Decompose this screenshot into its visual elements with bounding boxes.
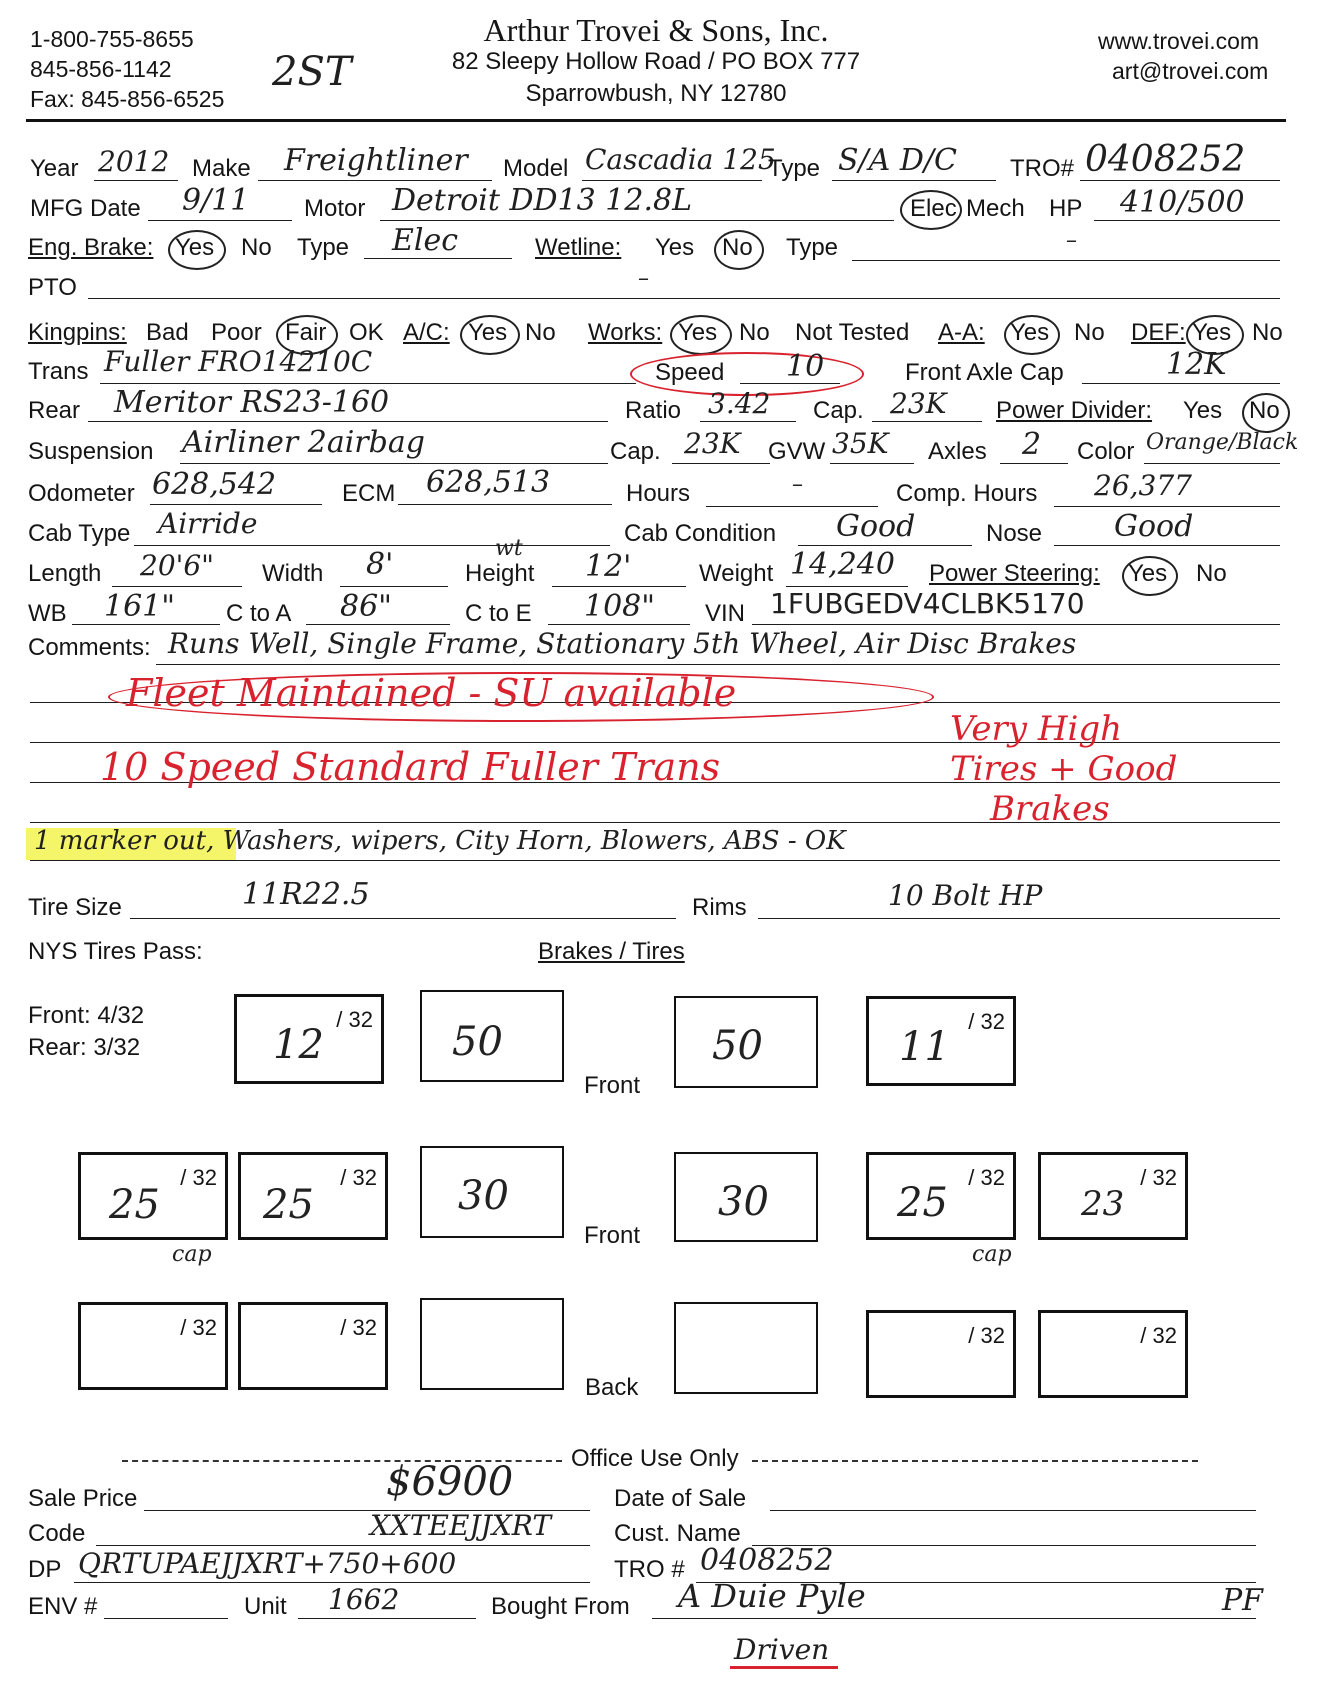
code-value[interactable]: XXTEEJJXRT [370, 1509, 552, 1542]
suspension-line [180, 463, 608, 464]
per32-label: / 32 [968, 1323, 1005, 1348]
aa-label: A-A: [938, 319, 985, 346]
tro-label: TRO# [1010, 155, 1075, 182]
header-divider [26, 119, 1286, 122]
hp-line [1094, 220, 1280, 221]
header-note: 2ST [272, 49, 352, 95]
unit-line [298, 1618, 476, 1619]
pto-line [88, 298, 1280, 299]
tire-tread-value: 25 [897, 1180, 948, 1226]
cab-condition-value[interactable]: Good [836, 509, 916, 544]
vin-line [752, 624, 1280, 625]
tire-box-row2-1[interactable] [78, 1152, 228, 1240]
comment-side-3[interactable]: Brakes [990, 789, 1110, 829]
power-divider-no[interactable]: No [1249, 397, 1280, 424]
nose-value[interactable]: Good [1114, 509, 1194, 544]
weight-label: Weight [699, 560, 774, 587]
kingpins-bad[interactable]: Bad [146, 319, 189, 346]
cap-note-left: cap [172, 1242, 212, 1267]
ac-yes[interactable]: Yes [468, 319, 508, 346]
type-value[interactable]: S/A D/C [838, 143, 957, 178]
aa-yes[interactable]: Yes [1010, 319, 1050, 346]
per32-label: / 32 [340, 1315, 377, 1340]
comment-side-1[interactable]: Very High [950, 709, 1123, 749]
year-value[interactable]: 2012 [98, 145, 170, 178]
per32-label: / 32 [180, 1315, 217, 1340]
kingpins-label: Kingpins: [28, 319, 127, 346]
brake-value: 30 [458, 1173, 509, 1219]
axles-value[interactable]: 2 [1022, 427, 1042, 462]
front-axle-cap-value[interactable]: 12K [1166, 347, 1227, 382]
height-label: Height [465, 560, 535, 587]
cust-name-label: Cust. Name [614, 1520, 741, 1547]
rear-line [88, 421, 608, 422]
works-no[interactable]: No [739, 319, 770, 346]
tire-box-front-left[interactable] [234, 994, 384, 1084]
height-note: wt [495, 536, 523, 561]
front-axle-cap-label: Front Axle Cap [905, 359, 1064, 386]
power-steering-yes[interactable]: Yes [1128, 560, 1168, 587]
tire-tread-value: 25 [263, 1182, 314, 1228]
weight-value[interactable]: 14,240 [790, 547, 895, 582]
dp-value[interactable]: QRTUPAEJJXRT+750+600 [78, 1547, 457, 1580]
axles-label: Axles [928, 438, 987, 465]
pto-value[interactable]: – [638, 266, 649, 291]
unit-label: Unit [244, 1593, 287, 1620]
c-to-e-label: C to E [465, 600, 532, 627]
odometer-label: Odometer [28, 480, 135, 507]
tire-size-label: Tire Size [28, 894, 122, 921]
def-yes[interactable]: Yes [1192, 319, 1232, 346]
nose-line [1054, 545, 1280, 546]
motor-value[interactable]: Detroit DD13 12.8L [392, 183, 692, 218]
suspension-label: Suspension [28, 438, 154, 465]
phone-1: 1-800-755-8655 [30, 26, 194, 52]
rear-cap-label: Cap. [813, 397, 864, 424]
def-label: DEF: [1131, 319, 1186, 346]
brake-box-row2-1[interactable] [420, 1146, 564, 1238]
trans-value[interactable]: Fuller FRO14210C [104, 345, 373, 378]
brake-value: 50 [452, 1019, 503, 1065]
tire-box-row2-3[interactable] [866, 1152, 1016, 1240]
ecm-line [398, 504, 612, 505]
ratio-line [700, 421, 796, 422]
mech-option[interactable]: Mech [966, 195, 1025, 222]
kingpins-ok[interactable]: OK [349, 319, 384, 346]
vin-label: VIN [705, 600, 746, 627]
type-label: Type [768, 155, 821, 182]
rims-label: Rims [692, 894, 747, 921]
front-label-2: Front [584, 1222, 641, 1249]
kingpins-fair[interactable]: Fair [285, 319, 327, 346]
brake-box-front-right[interactable] [674, 996, 818, 1088]
rear-label: Rear [28, 397, 81, 424]
brake-box-front-left[interactable] [420, 990, 564, 1082]
fax-number: Fax: 845-856-6525 [30, 86, 225, 112]
elec-option[interactable]: Elec [910, 195, 957, 222]
rims-line [758, 918, 1280, 919]
per32-label: / 32 [180, 1165, 217, 1190]
dp-label: DP [28, 1556, 62, 1583]
make-line [258, 180, 492, 181]
power-divider-yes[interactable]: Yes [1183, 397, 1223, 424]
susp-cap-label: Cap. [610, 438, 661, 465]
wb-value[interactable]: 161" [104, 589, 176, 624]
ratio-label: Ratio [625, 397, 682, 424]
tire-tread-value: 11 [899, 1024, 950, 1070]
date-of-sale-line [770, 1510, 1256, 1511]
width-value[interactable]: 8' [366, 547, 394, 582]
comment-line-3[interactable]: 10 Speed Standard Fuller Trans [100, 745, 721, 789]
eng-brake-type-value[interactable]: Elec [392, 223, 459, 258]
hp-value[interactable]: 410/500 [1120, 185, 1245, 220]
c-to-e-value[interactable]: 108" [584, 589, 656, 624]
brake-box-row3-2[interactable] [674, 1302, 818, 1394]
comments-line-6 [30, 860, 1280, 861]
env-label: ENV # [28, 1593, 98, 1620]
tire-box-row2-4[interactable] [1038, 1152, 1188, 1240]
ecm-value[interactable]: 628,513 [426, 465, 551, 500]
ac-label: A/C: [403, 319, 450, 346]
comment-side-2[interactable]: Tires + Good [950, 749, 1178, 789]
tire-size-value[interactable]: 11R22.5 [242, 877, 370, 912]
tro-value[interactable]: 0408252 [1085, 139, 1246, 180]
nose-label: Nose [986, 520, 1043, 547]
width-label: Width [262, 560, 324, 587]
tro-no-value[interactable]: 0408252 [700, 1543, 834, 1578]
motor-label: Motor [304, 195, 366, 222]
def-no[interactable]: No [1252, 319, 1283, 346]
office-use-only-label: Office Use Only [571, 1445, 739, 1472]
per32-label: / 32 [968, 1009, 1005, 1034]
tire-size-line [130, 918, 676, 919]
front-axle-cap-line [1082, 383, 1280, 384]
comment-line-1[interactable]: Runs Well, Single Frame, Stationary 5th Wheel, Air Disc Brakes [168, 627, 1077, 660]
tire-box-row3-3[interactable] [866, 1310, 1016, 1398]
suspension-value[interactable]: Airliner 2airbag [182, 425, 425, 460]
per32-label: / 32 [1140, 1323, 1177, 1348]
wetline-yes[interactable]: Yes [655, 234, 695, 261]
tire-box-front-right[interactable] [866, 996, 1016, 1086]
axles-line [1000, 463, 1068, 464]
rear-spec: Rear: 3/32 [28, 1034, 141, 1061]
gvw-value[interactable]: 35K [832, 427, 889, 460]
code-line [96, 1545, 590, 1546]
works-not-tested[interactable]: Not Tested [795, 319, 910, 346]
comp-hours-line [1054, 506, 1280, 507]
speed-label: Speed [655, 359, 725, 386]
eng-brake-yes[interactable]: Yes [175, 234, 215, 261]
make-value[interactable]: Freightliner [284, 143, 468, 178]
year-label: Year [30, 155, 79, 182]
driven-red-underline [730, 1666, 838, 1669]
tro-no-label: TRO # [614, 1556, 685, 1583]
front-spec: Front: 4/32 [28, 1002, 145, 1029]
odometer-value[interactable]: 628,542 [152, 467, 277, 502]
kingpins-poor[interactable]: Poor [211, 319, 262, 346]
model-line [582, 180, 762, 181]
ecm-label: ECM [342, 480, 396, 507]
per32-label: / 32 [336, 1007, 373, 1032]
comment-line-4[interactable]: 1 marker out, Washers, wipers, City Horn, Blowers, ABS - OK [34, 826, 846, 856]
wetline-type-value[interactable]: – [1066, 228, 1077, 253]
eng-brake-label: Eng. Brake: [28, 234, 154, 261]
mfg-date-line [148, 220, 292, 221]
speed-value[interactable]: 10 [786, 349, 825, 384]
wb-line [72, 624, 220, 625]
per32-label: / 32 [1140, 1165, 1177, 1190]
tire-tread-value: 23 [1081, 1184, 1125, 1224]
susp-cap-value[interactable]: 23K [684, 427, 741, 460]
color-value[interactable]: Orange/Black [1146, 430, 1299, 455]
height-value[interactable]: 12' [585, 549, 632, 584]
gvw-line [830, 463, 914, 464]
type-line [832, 180, 996, 181]
cab-type-value[interactable]: Airride [158, 507, 258, 540]
wetline-label: Wetline: [535, 234, 622, 261]
hours-label: Hours [626, 480, 691, 507]
wetline-no[interactable]: No [722, 234, 753, 261]
c-to-a-value[interactable]: 86" [340, 589, 392, 624]
company-name: Arthur Trovei & Sons, Inc. [483, 12, 829, 48]
color-line [1144, 463, 1280, 464]
bought-from-label: Bought From [491, 1593, 630, 1620]
cab-condition-line [798, 545, 972, 546]
date-of-sale-label: Date of Sale [614, 1485, 747, 1512]
office-divider-right [752, 1460, 1198, 1462]
rear-cap-line [872, 421, 982, 422]
comments-line-5 [30, 822, 1280, 823]
phone-2: 845-856-1142 [30, 56, 172, 82]
sale-price-label: Sale Price [28, 1485, 138, 1512]
tire-tread-value: 12 [273, 1022, 324, 1068]
width-line [340, 586, 448, 587]
company-address-line1: 82 Sleepy Hollow Road / PO BOX 777 [451, 48, 861, 75]
mfg-date-value[interactable]: 9/11 [182, 183, 250, 218]
c-to-a-label: C to A [226, 600, 292, 627]
length-line [112, 586, 242, 587]
works-yes[interactable]: Yes [678, 319, 718, 346]
rims-value[interactable]: 10 Bolt HP [888, 879, 1043, 912]
gvw-label: GVW [768, 438, 826, 465]
color-label: Color [1077, 438, 1135, 465]
unit-value[interactable]: 1662 [328, 1583, 400, 1616]
eng-brake-no[interactable]: No [241, 234, 272, 261]
length-label: Length [28, 560, 102, 587]
company-website[interactable]: www.trovei.com [1098, 28, 1260, 54]
bought-from-value[interactable]: A Duie Pyle [678, 1577, 866, 1615]
initials-value[interactable]: PF [1222, 1583, 1264, 1618]
brake-value: 50 [712, 1023, 763, 1069]
per32-label: / 32 [968, 1165, 1005, 1190]
rear-value[interactable]: Meritor RS23-160 [114, 385, 390, 420]
length-value[interactable]: 20'6" [140, 549, 215, 582]
comments-line-1 [156, 664, 1280, 665]
mfg-date-label: MFG Date [30, 195, 141, 222]
hours-value[interactable]: – [792, 472, 803, 497]
comment-line-2[interactable]: Fleet Maintained - SU available [126, 671, 737, 715]
comments-label: Comments: [28, 634, 151, 661]
nys-tires-pass-label: NYS Tires Pass: [28, 938, 203, 965]
trans-label: Trans [28, 358, 89, 385]
env-line [104, 1618, 228, 1619]
tire-box-row3-1[interactable] [78, 1302, 228, 1390]
ratio-value[interactable]: 3.42 [708, 387, 771, 420]
year-line [94, 180, 178, 181]
sale-price-value[interactable]: $6900 [386, 1459, 514, 1505]
aa-no[interactable]: No [1074, 319, 1105, 346]
model-value[interactable]: Cascadia 125 [585, 143, 776, 176]
tire-tread-value: 25 [109, 1182, 160, 1228]
brake-box-row2-2[interactable] [674, 1152, 818, 1242]
wb-label: WB [28, 600, 67, 627]
pto-label: PTO [28, 274, 77, 301]
driven-note[interactable]: Driven [734, 1633, 830, 1666]
tire-box-row3-4[interactable] [1038, 1310, 1188, 1398]
power-steering-label: Power Steering: [929, 560, 1100, 587]
eng-brake-type-line [364, 258, 512, 259]
brake-box-row3-1[interactable] [420, 1298, 564, 1390]
c-to-a-line [306, 624, 450, 625]
per32-label: / 32 [340, 1165, 377, 1190]
power-steering-no[interactable]: No [1196, 560, 1227, 587]
model-label: Model [503, 155, 569, 182]
power-divider-label: Power Divider: [996, 397, 1153, 424]
back-label: Back [585, 1374, 639, 1401]
cab-type-line [134, 545, 610, 546]
tire-box-row2-2[interactable] [238, 1152, 388, 1240]
company-address-line2: Sparrowbush, NY 12780 [525, 80, 787, 107]
motor-line [380, 220, 894, 221]
eng-brake-type-label: Type [297, 234, 350, 261]
bought-from-line [652, 1618, 1256, 1619]
susp-cap-line [672, 463, 770, 464]
cab-type-label: Cab Type [28, 520, 131, 547]
tro-line [1080, 180, 1280, 181]
tire-box-row3-2[interactable] [238, 1302, 388, 1390]
wetline-type-label: Type [786, 234, 839, 261]
wetline-type-line [852, 260, 1280, 261]
make-label: Make [192, 155, 251, 182]
trans-line [100, 383, 636, 384]
comp-hours-label: Comp. Hours [896, 480, 1038, 507]
code-label: Code [28, 1520, 86, 1547]
brakes-tires-heading: Brakes / Tires [538, 938, 685, 965]
works-label: Works: [588, 319, 663, 346]
odometer-line [150, 504, 322, 505]
hours-line [706, 506, 878, 507]
rear-cap-value[interactable]: 23K [890, 387, 947, 420]
height-line [552, 586, 686, 587]
front-label-1: Front [584, 1072, 641, 1099]
comp-hours-value[interactable]: 26,377 [1094, 469, 1192, 502]
c-to-e-line [548, 624, 690, 625]
cab-condition-label: Cab Condition [624, 520, 777, 547]
brake-value: 30 [718, 1179, 769, 1225]
ac-no[interactable]: No [525, 319, 556, 346]
cap-note-right: cap [972, 1242, 1012, 1267]
company-email[interactable]: art@trovei.com [1112, 58, 1269, 84]
vin-value[interactable]: 1FUBGEDV4CLBK5170 [770, 587, 1085, 620]
hp-label: HP [1049, 195, 1083, 222]
